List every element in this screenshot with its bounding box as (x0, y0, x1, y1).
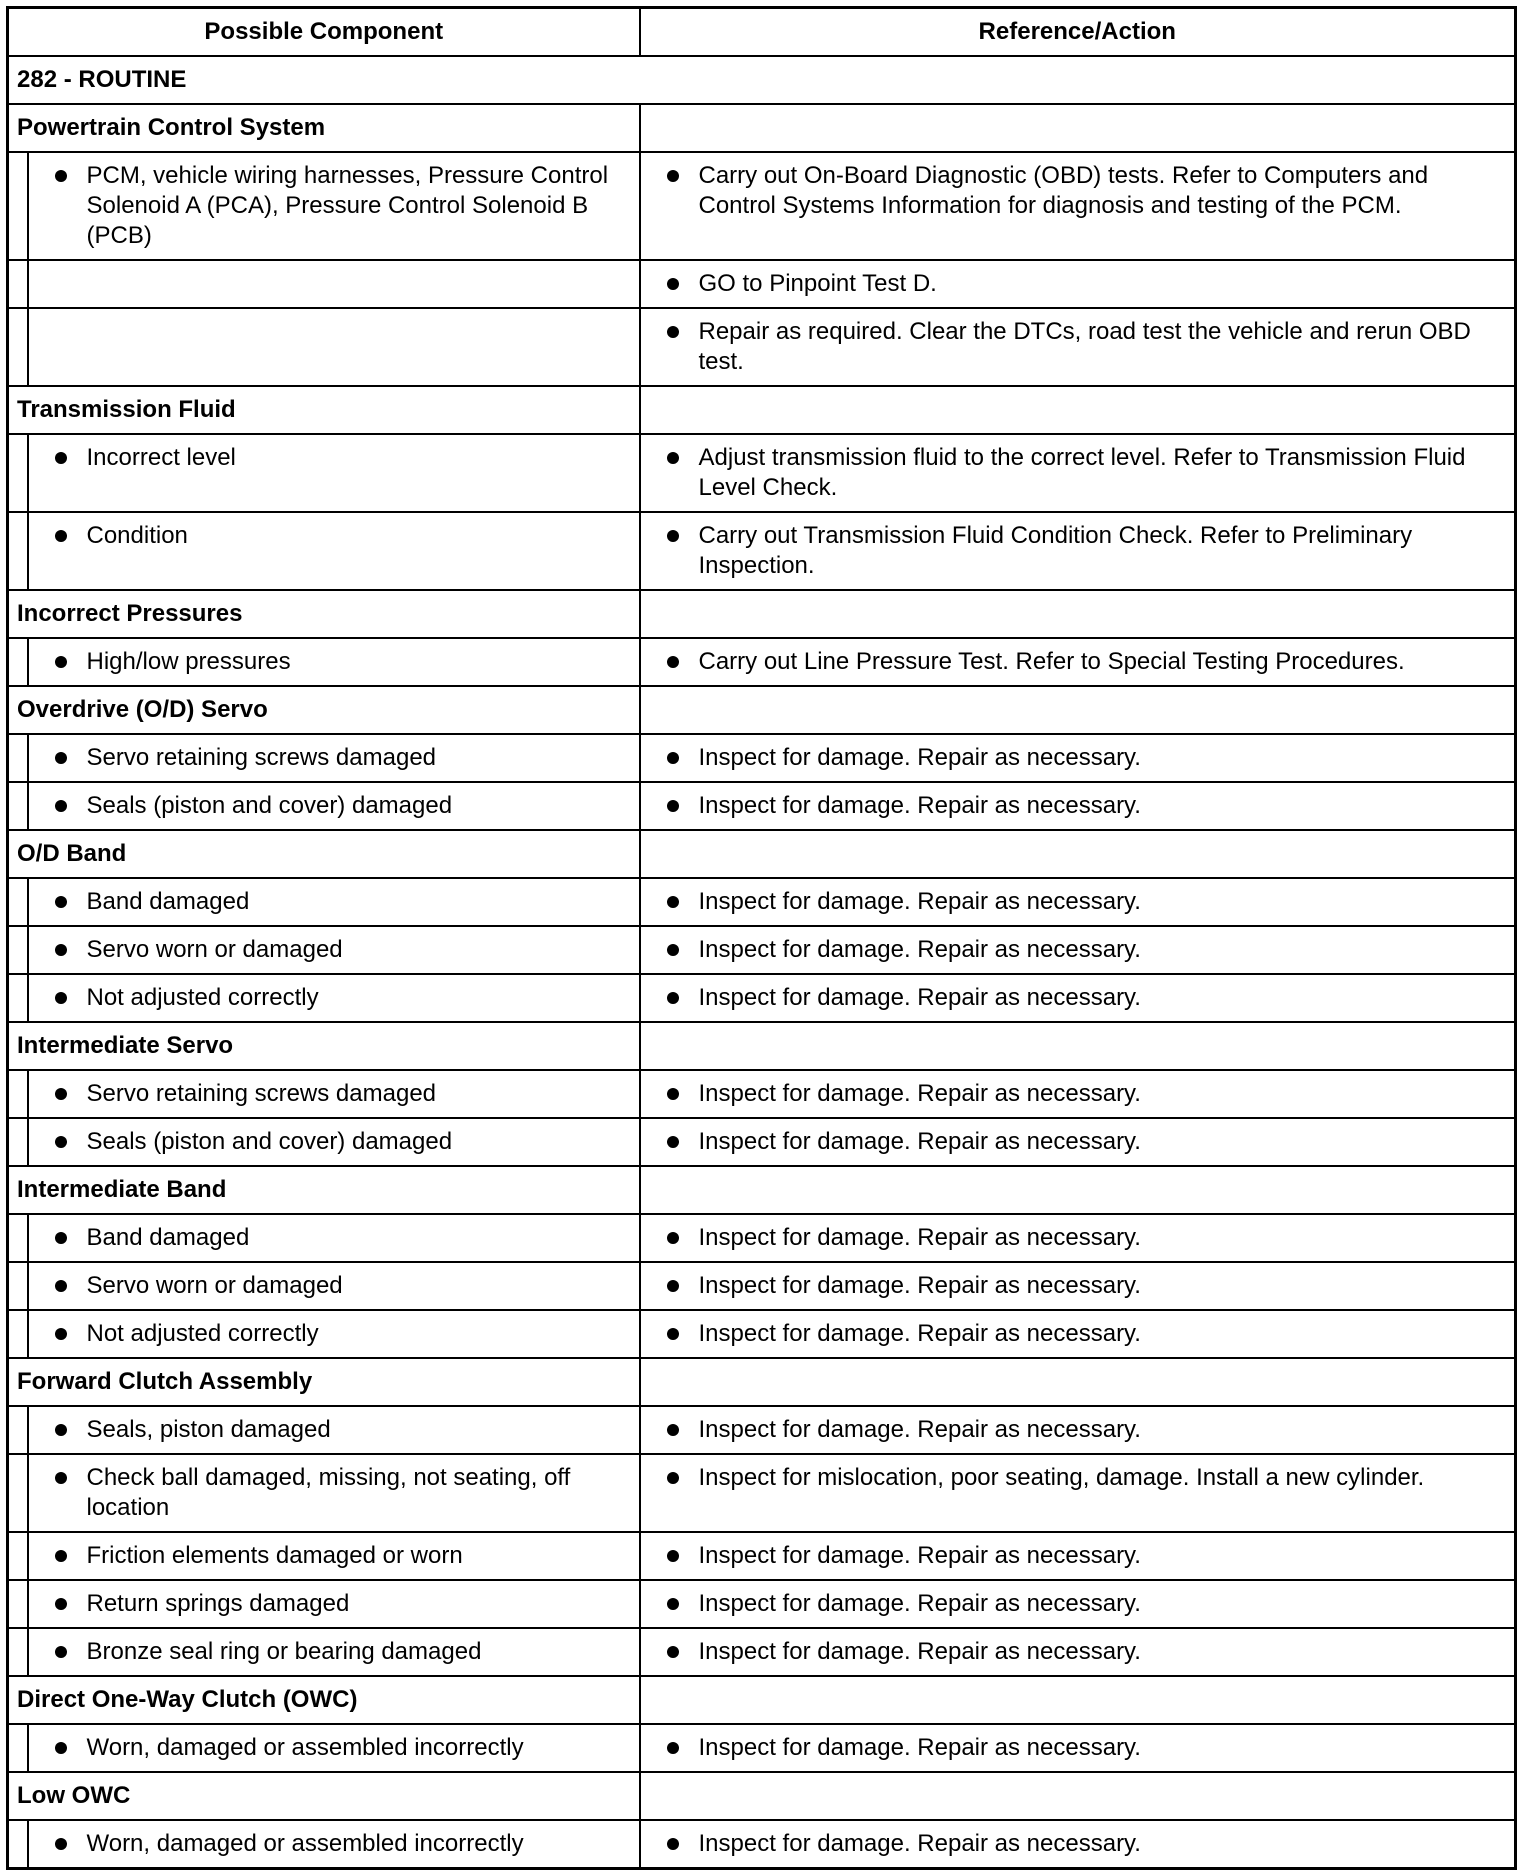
indent-gutter (8, 1532, 28, 1580)
indent-gutter (8, 974, 28, 1022)
indent-gutter (8, 1406, 28, 1454)
table-body (8, 56, 1516, 1869)
indent-gutter (8, 152, 28, 260)
section-empty-cell (640, 104, 1516, 152)
component-text: Servo retaining screws damaged (86, 744, 437, 771)
component-bullet-item (29, 1263, 639, 1309)
component-bullet-item (29, 1215, 639, 1261)
component-bullet-item (29, 513, 639, 559)
table-row (8, 1118, 1516, 1166)
bullet-icon (55, 1088, 67, 1100)
component-cell (28, 1310, 640, 1358)
action-bullet-item (641, 1725, 1515, 1771)
action-text: GO to Pinpoint Test D. (698, 270, 937, 297)
bullet-icon (55, 752, 67, 764)
component-text: High/low pressures (86, 648, 291, 675)
action-cell (640, 734, 1516, 782)
action-bullet-item (641, 1071, 1515, 1117)
routine-code: 282 - ROUTINE (8, 56, 1516, 104)
table-row (8, 1724, 1516, 1772)
component-cell (28, 308, 640, 386)
component-cell (28, 1532, 640, 1580)
component-cell (28, 1820, 640, 1869)
component-text: PCM, vehicle wiring harnesses, Pressure Control Solenoid A (PCA), Pressure Control Solenoid B (PCB) (86, 162, 609, 249)
section-header-row (8, 686, 1516, 734)
indent-gutter (8, 1262, 28, 1310)
action-text: Inspect for damage. Repair as necessary. (698, 1830, 1141, 1857)
action-text: Repair as required. Clear the DTCs, road test the vehicle and rerun OBD test. (698, 318, 1471, 375)
component-text: Not adjusted correctly (86, 1320, 319, 1347)
action-bullet-item (641, 1215, 1515, 1261)
component-cell (28, 638, 640, 686)
action-bullet-item (641, 435, 1515, 511)
action-cell (640, 782, 1516, 830)
component-cell (28, 512, 640, 590)
section-empty-cell (640, 1166, 1516, 1214)
section-empty-cell (640, 830, 1516, 878)
indent-gutter (8, 1580, 28, 1628)
component-text: Band damaged (86, 888, 250, 915)
table-row (8, 308, 1516, 386)
component-bullet-item (29, 1455, 639, 1531)
component-cell (28, 1724, 640, 1772)
bullet-icon (667, 1088, 679, 1100)
action-cell (640, 1406, 1516, 1454)
component-bullet-item (29, 153, 639, 259)
section-empty-cell (640, 1358, 1516, 1406)
bullet-icon (55, 1424, 67, 1436)
section-title: Direct One-Way Clutch (OWC) (8, 1676, 640, 1724)
component-bullet-item (29, 435, 639, 481)
indent-gutter (8, 1214, 28, 1262)
action-cell (640, 1532, 1516, 1580)
indent-gutter (8, 638, 28, 686)
bullet-icon (55, 1646, 67, 1658)
action-bullet-item (641, 1821, 1515, 1867)
section-title: Powertrain Control System (8, 104, 640, 152)
indent-gutter (8, 1118, 28, 1166)
header-reference-action: Reference/Action (640, 8, 1516, 57)
table-row (8, 152, 1516, 260)
action-cell (640, 1214, 1516, 1262)
action-bullet-item (641, 1119, 1515, 1165)
table-row (8, 1820, 1516, 1869)
component-cell (28, 434, 640, 512)
bullet-icon (667, 944, 679, 956)
action-cell (640, 1070, 1516, 1118)
bullet-icon (667, 800, 679, 812)
action-cell (640, 926, 1516, 974)
indent-gutter (8, 512, 28, 590)
component-bullet-item (29, 1629, 639, 1675)
code-row (8, 56, 1516, 104)
action-cell (640, 434, 1516, 512)
bullet-icon (667, 278, 679, 290)
action-bullet-item (641, 153, 1515, 229)
action-bullet-item (641, 1407, 1515, 1453)
component-cell (28, 152, 640, 260)
action-bullet-item (641, 879, 1515, 925)
action-bullet-item (641, 927, 1515, 973)
section-header-row (8, 1166, 1516, 1214)
section-header-row (8, 590, 1516, 638)
indent-gutter (8, 926, 28, 974)
bullet-icon (55, 530, 67, 542)
table-row (8, 782, 1516, 830)
action-cell (640, 1580, 1516, 1628)
table-row (8, 638, 1516, 686)
table-row (8, 1262, 1516, 1310)
indent-gutter (8, 1820, 28, 1869)
action-cell (640, 638, 1516, 686)
indent-gutter (8, 1454, 28, 1532)
action-cell (640, 878, 1516, 926)
indent-gutter (8, 1310, 28, 1358)
bullet-icon (55, 1598, 67, 1610)
bullet-icon (55, 1838, 67, 1850)
component-text: Servo worn or damaged (86, 1272, 343, 1299)
bullet-icon (55, 1742, 67, 1754)
bullet-icon (55, 1550, 67, 1562)
section-header-row (8, 104, 1516, 152)
component-text: Servo retaining screws damaged (86, 1080, 437, 1107)
bullet-icon (55, 656, 67, 668)
action-cell (640, 260, 1516, 308)
component-text: Seals (piston and cover) damaged (86, 792, 453, 819)
action-text: Inspect for damage. Repair as necessary. (698, 1272, 1141, 1299)
action-text: Inspect for damage. Repair as necessary. (698, 1224, 1141, 1251)
action-text: Carry out On-Board Diagnostic (OBD) tests. Refer to Computers and Control Systems Information for diagnosis and testing of the PCM. (698, 162, 1429, 219)
indent-gutter (8, 1628, 28, 1676)
bullet-icon (667, 656, 679, 668)
component-cell (28, 1406, 640, 1454)
bullet-icon (667, 452, 679, 464)
action-text: Inspect for damage. Repair as necessary. (698, 792, 1141, 819)
table-row (8, 1580, 1516, 1628)
component-cell (28, 1628, 640, 1676)
component-bullet-item (29, 1071, 639, 1117)
bullet-icon (667, 896, 679, 908)
bullet-icon (55, 992, 67, 1004)
indent-gutter (8, 734, 28, 782)
table-row (8, 1070, 1516, 1118)
section-header-row (8, 1358, 1516, 1406)
component-cell (28, 260, 640, 308)
bullet-icon (667, 170, 679, 182)
bullet-icon (667, 1424, 679, 1436)
action-cell (640, 512, 1516, 590)
section-empty-cell (640, 386, 1516, 434)
bullet-icon (667, 1280, 679, 1292)
component-bullet-item (29, 1725, 639, 1771)
action-text: Inspect for damage. Repair as necessary. (698, 744, 1141, 771)
component-text: Not adjusted correctly (86, 984, 319, 1011)
header-row (8, 8, 1516, 57)
bullet-icon (667, 326, 679, 338)
action-bullet-item (641, 513, 1515, 589)
action-cell (640, 1454, 1516, 1532)
action-bullet-item (641, 639, 1515, 685)
component-text: Check ball damaged, missing, not seating, off location (86, 1464, 571, 1521)
bullet-icon (55, 1328, 67, 1340)
bullet-icon (55, 1472, 67, 1484)
action-cell (640, 1820, 1516, 1869)
action-bullet-item (641, 735, 1515, 781)
action-bullet-item (641, 309, 1515, 385)
action-text: Inspect for damage. Repair as necessary. (698, 1734, 1141, 1761)
action-text: Inspect for damage. Repair as necessary. (698, 1542, 1141, 1569)
action-cell (640, 1628, 1516, 1676)
indent-gutter (8, 878, 28, 926)
section-empty-cell (640, 1022, 1516, 1070)
bullet-icon (667, 1136, 679, 1148)
action-text: Inspect for damage. Repair as necessary. (698, 1416, 1141, 1443)
component-cell (28, 974, 640, 1022)
component-text: Servo worn or damaged (86, 936, 343, 963)
component-bullet-item (29, 1311, 639, 1357)
indent-gutter (8, 1724, 28, 1772)
action-cell (640, 974, 1516, 1022)
section-header-row (8, 1676, 1516, 1724)
component-text: Worn, damaged or assembled incorrectly (86, 1734, 524, 1761)
section-title: Intermediate Servo (8, 1022, 640, 1070)
action-cell (640, 1724, 1516, 1772)
component-bullet-item (29, 1533, 639, 1579)
table-row (8, 260, 1516, 308)
component-text: Seals (piston and cover) damaged (86, 1128, 453, 1155)
bullet-icon (667, 1646, 679, 1658)
component-bullet-item (29, 1119, 639, 1165)
component-cell (28, 1118, 640, 1166)
action-cell (640, 152, 1516, 260)
action-text: Inspect for damage. Repair as necessary. (698, 936, 1141, 963)
section-empty-cell (640, 590, 1516, 638)
section-empty-cell (640, 686, 1516, 734)
action-text: Inspect for damage. Repair as necessary. (698, 1590, 1141, 1617)
section-empty-cell (640, 1676, 1516, 1724)
action-bullet-item (641, 1455, 1515, 1501)
action-bullet-item (641, 1581, 1515, 1627)
table-row (8, 434, 1516, 512)
table-row (8, 974, 1516, 1022)
component-bullet-item (29, 927, 639, 973)
bullet-icon (667, 1838, 679, 1850)
bullet-icon (55, 896, 67, 908)
action-bullet-item (641, 261, 1515, 307)
component-bullet-item (29, 975, 639, 1021)
section-title: Incorrect Pressures (8, 590, 640, 638)
action-cell (640, 1118, 1516, 1166)
component-cell (28, 782, 640, 830)
bullet-icon (667, 1328, 679, 1340)
bullet-icon (55, 170, 67, 182)
indent-gutter (8, 308, 28, 386)
component-cell (28, 734, 640, 782)
component-cell (28, 1214, 640, 1262)
table-row (8, 1532, 1516, 1580)
table-row (8, 878, 1516, 926)
component-bullet-item (29, 735, 639, 781)
table-row (8, 1406, 1516, 1454)
section-empty-cell (640, 1772, 1516, 1820)
component-cell (28, 1580, 640, 1628)
action-text: Inspect for damage. Repair as necessary. (698, 1320, 1141, 1347)
action-bullet-item (641, 1263, 1515, 1309)
bullet-icon (667, 530, 679, 542)
component-bullet-item (29, 1407, 639, 1453)
action-text: Inspect for damage. Repair as necessary. (698, 1638, 1141, 1665)
table-row (8, 1214, 1516, 1262)
diagnosis-table-container (6, 6, 1514, 1870)
bullet-icon (55, 800, 67, 812)
table-row (8, 1310, 1516, 1358)
component-bullet-item (29, 639, 639, 685)
section-title: Overdrive (O/D) Servo (8, 686, 640, 734)
bullet-icon (667, 1598, 679, 1610)
section-header-row (8, 830, 1516, 878)
section-header-row (8, 1022, 1516, 1070)
action-bullet-item (641, 783, 1515, 829)
section-title: O/D Band (8, 830, 640, 878)
bullet-icon (667, 1232, 679, 1244)
bullet-icon (667, 752, 679, 764)
action-text: Inspect for mislocation, poor seating, damage. Install a new cylinder. (698, 1464, 1425, 1491)
component-text: Return springs damaged (86, 1590, 350, 1617)
table-row (8, 734, 1516, 782)
component-bullet-item (29, 783, 639, 829)
indent-gutter (8, 1070, 28, 1118)
action-bullet-item (641, 1533, 1515, 1579)
component-text: Worn, damaged or assembled incorrectly (86, 1830, 524, 1857)
section-title: Low OWC (8, 1772, 640, 1820)
component-cell (28, 1070, 640, 1118)
bullet-icon (55, 1232, 67, 1244)
component-cell (28, 1262, 640, 1310)
component-bullet-item (29, 1821, 639, 1867)
action-text: Carry out Transmission Fluid Condition Check. Refer to Preliminary Inspection. (698, 522, 1413, 579)
component-bullet-item (29, 879, 639, 925)
component-text: Band damaged (86, 1224, 250, 1251)
bullet-icon (55, 944, 67, 956)
component-text: Condition (86, 522, 188, 549)
action-bullet-item (641, 1311, 1515, 1357)
bullet-icon (55, 452, 67, 464)
component-cell (28, 878, 640, 926)
action-cell (640, 308, 1516, 386)
section-header-row (8, 1772, 1516, 1820)
component-bullet-item (29, 1581, 639, 1627)
component-text: Seals, piston damaged (86, 1416, 331, 1443)
action-text: Inspect for damage. Repair as necessary. (698, 984, 1141, 1011)
action-text: Adjust transmission fluid to the correct level. Refer to Transmission Fluid Level Check. (698, 444, 1466, 501)
component-cell (28, 1454, 640, 1532)
action-text: Inspect for damage. Repair as necessary. (698, 1080, 1141, 1107)
action-text: Inspect for damage. Repair as necessary. (698, 1128, 1141, 1155)
bullet-icon (667, 1550, 679, 1562)
header-possible-component: Possible Component (8, 8, 640, 57)
bullet-icon (667, 992, 679, 1004)
diagnosis-table (6, 6, 1517, 1870)
action-bullet-item (641, 975, 1515, 1021)
table-row (8, 512, 1516, 590)
action-bullet-item (641, 1629, 1515, 1675)
section-title: Forward Clutch Assembly (8, 1358, 640, 1406)
section-title: Intermediate Band (8, 1166, 640, 1214)
component-text: Incorrect level (86, 444, 236, 471)
table-row (8, 926, 1516, 974)
bullet-icon (55, 1280, 67, 1292)
bullet-icon (667, 1742, 679, 1754)
section-header-row (8, 386, 1516, 434)
action-text: Carry out Line Pressure Test. Refer to Special Testing Procedures. (698, 648, 1405, 675)
indent-gutter (8, 434, 28, 512)
component-text: Friction elements damaged or worn (86, 1542, 463, 1569)
action-cell (640, 1310, 1516, 1358)
table-row (8, 1628, 1516, 1676)
indent-gutter (8, 260, 28, 308)
bullet-icon (667, 1472, 679, 1484)
action-cell (640, 1262, 1516, 1310)
indent-gutter (8, 782, 28, 830)
table-row (8, 1454, 1516, 1532)
component-cell (28, 926, 640, 974)
section-title: Transmission Fluid (8, 386, 640, 434)
component-text: Bronze seal ring or bearing damaged (86, 1638, 482, 1665)
action-text: Inspect for damage. Repair as necessary. (698, 888, 1141, 915)
bullet-icon (55, 1136, 67, 1148)
